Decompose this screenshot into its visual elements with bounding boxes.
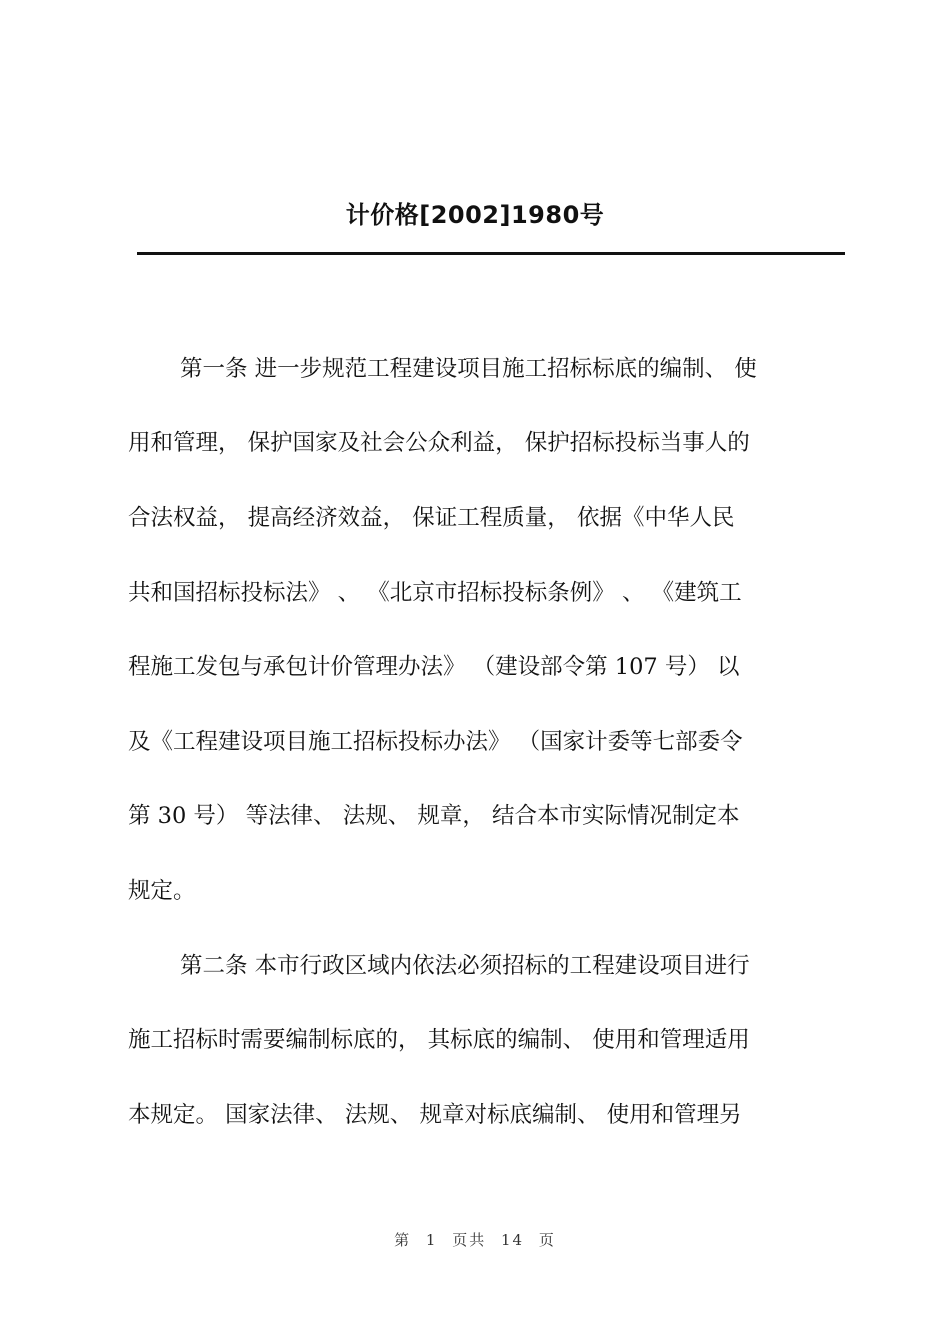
text-line: 第一条 进一步规范工程建设项目施工招标标底的编制、 使 xyxy=(180,356,757,382)
text-line: 程施工发包与承包计价管理办法》 （建设部令第 107 号） 以 xyxy=(128,654,740,680)
text-line: 规定。 xyxy=(128,878,196,904)
text-line: 施工招标时需要编制标底的， 其标底的编制、 使用和管理适用 xyxy=(128,1027,750,1053)
text-line: 及《工程建设项目施工招标投标办法》 （国家计委等七部委令 xyxy=(128,729,743,755)
text-line: 本规定。 国家法律、 法规、 规章对标底编制、 使用和管理另 xyxy=(128,1102,742,1128)
text-line: 第二条 本市行政区域内依法必须招标的工程建设项目进行 xyxy=(180,953,750,979)
text-line: 合法权益， 提高经济效益， 保证工程质量， 依据《中华人民 xyxy=(128,505,735,531)
page-footer: 第 1 页共 14 页 xyxy=(394,1231,556,1249)
title-divider xyxy=(137,252,845,255)
text-line: 第 30 号） 等法律、 法规、 规章， 结合本市实际情况制定本 xyxy=(128,803,740,829)
document-title: 计价格[2002]1980号 xyxy=(345,201,605,229)
text-line: 共和国招标投标法》 、 《北京市招标投标条例》 、 《建筑工 xyxy=(128,580,742,606)
text-line: 用和管理， 保护国家及社会公众利益， 保护招标投标当事人的 xyxy=(128,430,750,456)
